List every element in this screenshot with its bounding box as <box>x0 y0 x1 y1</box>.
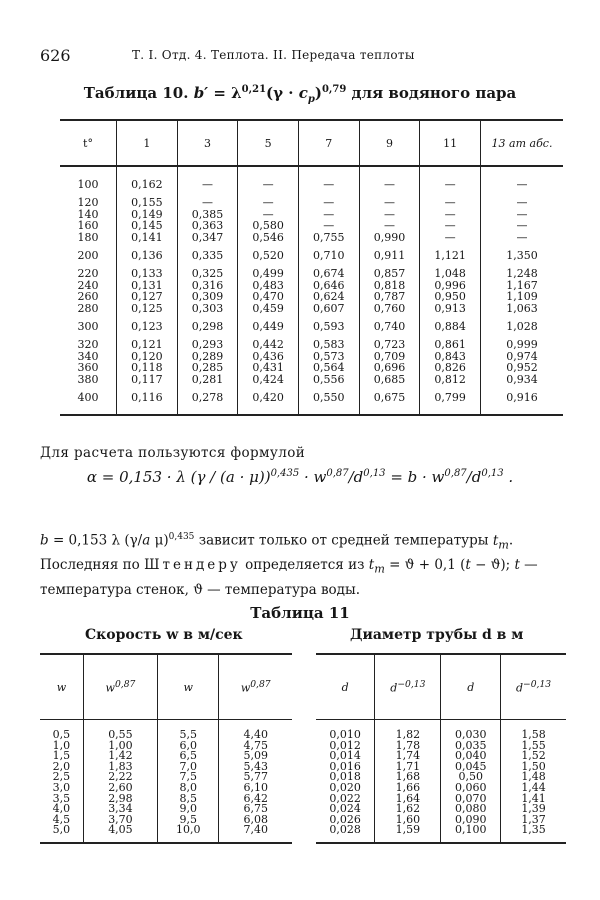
table10-col-header: 9 <box>359 120 420 166</box>
table-cell: 260 <box>77 290 99 304</box>
table-cell: 1,167 <box>481 280 564 292</box>
table-cell: 3,0 <box>52 780 71 794</box>
table-cell: 0,861 <box>420 333 481 351</box>
diameter-heading: Диаметр трубы d в м <box>350 627 524 643</box>
table-cell: 5,0 <box>52 823 71 837</box>
table-cell: 400 <box>77 390 99 404</box>
table-cell: 160 <box>77 219 99 233</box>
table-cell: 1,71 <box>375 762 441 773</box>
table-cell: 0,952 <box>481 362 564 374</box>
main-formula: α = 0,153 · λ $(\gamma / (a \cdot \mu))^{0,435} \cdot w^{0,87}/d^{0,13} = b \cdot w^{0,87}/d^{0,13}$ . <box>86 468 514 486</box>
table-cell: 2,5 <box>52 770 71 784</box>
table-row <box>60 191 563 209</box>
table-cell: 0,420 <box>238 386 299 415</box>
table-row <box>60 386 563 415</box>
col-d-pow: $d^{-0,13}$ <box>375 654 441 720</box>
speed-table <box>40 653 292 844</box>
table-cell: 0,520 <box>238 244 299 262</box>
running-title: Т. I. Отд. 4. Теплота. II. Передача теплоты <box>132 48 415 62</box>
table-cell: 0,449 <box>238 315 299 333</box>
table-cell: 0,709 <box>359 351 420 363</box>
table-cell: 0,060 <box>441 783 501 794</box>
table-cell: 1,52 <box>501 751 566 762</box>
para-part1: зависит только от средней температуры <box>198 532 489 549</box>
table-cell: 0,580 <box>238 220 299 232</box>
explanation-paragraph: b = 0,153 λ (γ/a μ)$^{0,435}$ зависит только от средней температуры $t_m$. Последняя по Штендеру определяется из $t_m = ϑ + 0,1$ (t − ϑ); t — температура стенок, ϑ — температура воды. <box>40 532 538 598</box>
table-cell: 0,884 <box>420 315 481 333</box>
table-cell: — <box>420 232 481 244</box>
para-part3: определяется из <box>245 557 365 574</box>
table-cell: 0,133 <box>117 262 178 280</box>
table-cell: 0,012 <box>329 738 361 752</box>
table-cell: 0,309 <box>177 291 238 303</box>
table-cell: 0,950 <box>420 291 481 303</box>
table-cell: 1,028 <box>481 315 564 333</box>
table-cell: — <box>481 166 564 191</box>
table-cell: 2,0 <box>52 759 71 773</box>
table-cell: 0,818 <box>359 280 420 292</box>
table-cell: — <box>359 191 420 209</box>
table-cell: — <box>481 232 564 244</box>
table-cell: 10,0 <box>158 825 219 843</box>
table-cell: 0,125 <box>117 303 178 315</box>
table-cell: 5,09 <box>219 751 292 762</box>
table10-title: Таблица 10. $b' = \lambda^{0,21}(\gamma \cdot c_p)^{0,79}$ для водяного пара <box>83 84 517 105</box>
table10-body <box>60 166 563 415</box>
table-cell: 1,44 <box>501 783 566 794</box>
table-cell: 1,5 <box>52 749 71 763</box>
table-row <box>40 720 292 741</box>
table-cell: 1,35 <box>501 825 566 843</box>
table-cell: — <box>359 166 420 191</box>
table-cell: 5,77 <box>219 772 292 783</box>
table-cell: 1,48 <box>501 772 566 783</box>
table-cell: 0,363 <box>177 220 238 232</box>
table-cell: 1,60 <box>375 815 441 826</box>
table-cell: 0,121 <box>117 333 178 351</box>
table-cell: 0,116 <box>117 386 178 415</box>
table-cell: 0,999 <box>481 333 564 351</box>
table-cell: 0,911 <box>359 244 420 262</box>
table-cell: 0,826 <box>420 362 481 374</box>
table-cell: 100 <box>77 178 99 191</box>
table-cell: 0,303 <box>177 303 238 315</box>
table10-col-header: 3 <box>177 120 238 166</box>
table-cell: 1,59 <box>375 825 441 843</box>
table-cell: 1,82 <box>375 720 441 741</box>
table-cell: 1,50 <box>501 762 566 773</box>
para-part2: Последняя по <box>40 557 140 574</box>
table-cell: 1,39 <box>501 804 566 815</box>
page-number: 626 <box>40 46 71 65</box>
table-cell: 0,431 <box>238 362 299 374</box>
table-cell: 1,063 <box>481 303 564 315</box>
col-w-pow2: $w^{0,87}$ <box>219 654 292 720</box>
table-row <box>60 315 563 333</box>
table-cell: 7,40 <box>219 825 292 843</box>
table-cell: 0,010 <box>329 728 361 741</box>
table-cell: 0,50 <box>441 772 501 783</box>
table-cell: 0,646 <box>298 280 359 292</box>
table-cell: — <box>177 166 238 191</box>
table-cell: 4,40 <box>219 720 292 741</box>
table-cell: — <box>420 191 481 209</box>
table-cell: 0,812 <box>420 374 481 386</box>
table-cell: 0,470 <box>238 291 299 303</box>
page-header <box>40 46 560 68</box>
diameter-table-header <box>316 654 566 720</box>
table-cell: 0,442 <box>238 333 299 351</box>
table-cell: 0,070 <box>441 794 501 805</box>
table-cell: 0,593 <box>298 315 359 333</box>
col-d2: d <box>441 654 501 720</box>
table-cell: 120 <box>77 195 99 209</box>
table-cell: 6,0 <box>158 741 219 752</box>
table-cell: 1,55 <box>501 741 566 752</box>
table-cell: 0,289 <box>177 351 238 363</box>
table-cell: 1,64 <box>375 794 441 805</box>
table10-title-suffix: для водяного пара <box>351 84 517 102</box>
table-cell: 7,0 <box>158 762 219 773</box>
table-cell: 0,564 <box>298 362 359 374</box>
table-cell: 0,045 <box>441 762 501 773</box>
table-cell: 0,040 <box>441 751 501 762</box>
table-cell: 0,799 <box>420 386 481 415</box>
table-cell: — <box>238 209 299 221</box>
table10-col-header: 11 <box>420 120 481 166</box>
table-cell: 1,42 <box>83 751 157 762</box>
table-cell: 0,755 <box>298 232 359 244</box>
col-d: d <box>316 654 375 720</box>
table-cell: 0,100 <box>441 825 501 843</box>
table-cell: 0,934 <box>481 374 564 386</box>
table-cell: 0,624 <box>298 291 359 303</box>
table-cell: 0,136 <box>117 244 178 262</box>
table10-col-header: 5 <box>238 120 299 166</box>
table-cell: 6,10 <box>219 783 292 794</box>
table-cell: 0,990 <box>359 232 420 244</box>
table-cell: 0,145 <box>117 220 178 232</box>
speed-table-body <box>40 720 292 843</box>
table-row <box>60 374 563 386</box>
table-cell: 0,018 <box>329 770 361 784</box>
table-cell: — <box>298 209 359 221</box>
table-cell: 0,162 <box>117 166 178 191</box>
table10-col-header: 1 <box>117 120 178 166</box>
table-row <box>60 232 563 244</box>
speed-table-header <box>40 654 292 720</box>
table-cell: 0,916 <box>481 386 564 415</box>
table-cell: 0,499 <box>238 262 299 280</box>
table-cell: 0,740 <box>359 315 420 333</box>
table-row <box>40 825 292 843</box>
table-cell: 0,5 <box>52 728 71 741</box>
table-cell: 0,696 <box>359 362 420 374</box>
table-cell: 0,090 <box>441 815 501 826</box>
table-cell: 0,857 <box>359 262 420 280</box>
table-cell: 2,98 <box>83 794 157 805</box>
table-cell: 340 <box>77 349 99 363</box>
table-cell: 0,710 <box>298 244 359 262</box>
table10-col-header: t° <box>60 120 117 166</box>
table-cell: 1,41 <box>501 794 566 805</box>
table-cell: 0,760 <box>359 303 420 315</box>
table-cell: 1,00 <box>83 741 157 752</box>
table-cell: 0,556 <box>298 374 359 386</box>
table11-title: Таблица 11 <box>250 604 350 622</box>
table-cell: 0,127 <box>117 291 178 303</box>
table-cell: 0,583 <box>298 333 359 351</box>
table-cell: 0,974 <box>481 351 564 363</box>
table-cell: 4,05 <box>83 825 157 843</box>
table-cell: 0,316 <box>177 280 238 292</box>
table-cell: 1,68 <box>375 772 441 783</box>
table-cell: 0,281 <box>177 374 238 386</box>
table-cell: 0,035 <box>441 741 501 752</box>
table-cell: 240 <box>77 278 99 292</box>
table-row <box>60 262 563 280</box>
para-name: Штендеру <box>144 557 241 574</box>
table-row <box>316 825 566 843</box>
table-cell: 0,347 <box>177 232 238 244</box>
table-cell: 300 <box>77 319 99 333</box>
table-cell: 9,0 <box>158 804 219 815</box>
table-cell: 2,60 <box>83 783 157 794</box>
table-cell: 0,674 <box>298 262 359 280</box>
table-cell: 9,5 <box>158 815 219 826</box>
table-cell: 0,573 <box>298 351 359 363</box>
table10-col-header: 7 <box>298 120 359 166</box>
table-cell: 200 <box>77 248 99 262</box>
table-cell: 380 <box>77 373 99 387</box>
table-cell: 0,483 <box>238 280 299 292</box>
table-cell: 3,5 <box>52 791 71 805</box>
speed-heading: Скорость w в м/сек <box>85 627 243 643</box>
col-w2: w <box>158 654 219 720</box>
table-cell: 0,118 <box>117 362 178 374</box>
table-cell: 0,026 <box>329 812 361 826</box>
table-cell: 1,83 <box>83 762 157 773</box>
table-cell: 6,5 <box>158 751 219 762</box>
table-cell: 1,62 <box>375 804 441 815</box>
table-cell: 4,0 <box>52 802 71 816</box>
table-cell: — <box>359 209 420 221</box>
table-cell: 0,546 <box>238 232 299 244</box>
table-cell: 1,248 <box>481 262 564 280</box>
table-cell: — <box>481 209 564 221</box>
table-cell: 320 <box>77 337 99 351</box>
table-cell: 1,048 <box>420 262 481 280</box>
table-row <box>60 244 563 262</box>
table-row <box>60 303 563 315</box>
table-cell: 0,131 <box>117 280 178 292</box>
table-cell: 0,155 <box>117 191 178 209</box>
table-cell: 8,5 <box>158 794 219 805</box>
table-cell: 3,70 <box>83 815 157 826</box>
table-cell: 0,913 <box>420 303 481 315</box>
table-cell: 1,0 <box>52 738 71 752</box>
table10-title-prefix: Таблица 10. <box>83 84 189 102</box>
table-cell: 7,5 <box>158 772 219 783</box>
table-cell: 2,22 <box>83 772 157 783</box>
table-cell: — <box>481 191 564 209</box>
table-cell: 6,42 <box>219 794 292 805</box>
table-cell: 1,121 <box>420 244 481 262</box>
intro-text: Для расчета пользуются формулой <box>40 445 306 461</box>
table-cell: 5,43 <box>219 762 292 773</box>
table-cell: 0,149 <box>117 209 178 221</box>
table-cell: 1,58 <box>501 720 566 741</box>
col-d-pow2: $d^{-0,13}$ <box>501 654 566 720</box>
table-cell: 280 <box>77 302 99 316</box>
table-cell: 6,75 <box>219 804 292 815</box>
table-cell: 0,016 <box>329 759 361 773</box>
table-cell: 1,350 <box>481 244 564 262</box>
table-cell: 140 <box>77 207 99 221</box>
table-cell: 0,020 <box>329 780 361 794</box>
diameter-table-body <box>316 720 566 843</box>
table10-col-header: 13 ат абс. <box>481 120 564 166</box>
table-cell: 0,55 <box>83 720 157 741</box>
table-cell: 5,5 <box>158 720 219 741</box>
table-cell: — <box>298 166 359 191</box>
table-cell: — <box>420 220 481 232</box>
table-cell: 4,5 <box>52 812 71 826</box>
table-cell: 0,285 <box>177 362 238 374</box>
table-cell: 0,385 <box>177 209 238 221</box>
table-cell: 0,293 <box>177 333 238 351</box>
table-cell: 220 <box>77 266 99 280</box>
table-cell: 6,08 <box>219 815 292 826</box>
table-cell: 1,78 <box>375 741 441 752</box>
table-row <box>60 166 563 191</box>
table-cell: 0,550 <box>298 386 359 415</box>
table-cell: 0,787 <box>359 291 420 303</box>
table-cell: 0,014 <box>329 749 361 763</box>
table-cell: — <box>177 191 238 209</box>
para-part4: температура стенок, ϑ — температура воды. <box>40 581 361 598</box>
table-cell: 0,723 <box>359 333 420 351</box>
table-cell: 0,436 <box>238 351 299 363</box>
table-cell: — <box>420 209 481 221</box>
table-cell: 1,66 <box>375 783 441 794</box>
table-cell: 0,117 <box>117 374 178 386</box>
table-cell: — <box>420 166 481 191</box>
table-cell: 0,030 <box>441 720 501 741</box>
table-cell: 3,34 <box>83 804 157 815</box>
table-cell: — <box>359 220 420 232</box>
table-cell: 0,685 <box>359 374 420 386</box>
table-cell: — <box>481 220 564 232</box>
table-cell: 0,022 <box>329 791 361 805</box>
table-cell: 0,120 <box>117 351 178 363</box>
table-cell: 0,335 <box>177 244 238 262</box>
table-cell: 0,028 <box>329 823 361 837</box>
table-row <box>60 333 563 351</box>
diameter-table <box>316 653 566 844</box>
table-cell: 0,843 <box>420 351 481 363</box>
table-cell: 0,996 <box>420 280 481 292</box>
table-cell: 0,459 <box>238 303 299 315</box>
table-cell: 0,080 <box>441 804 501 815</box>
table-cell: 0,278 <box>177 386 238 415</box>
table-cell: — <box>238 191 299 209</box>
table-row <box>316 720 566 741</box>
table-cell: 1,109 <box>481 291 564 303</box>
col-w-pow: $w^{0,87}$ <box>83 654 157 720</box>
table-cell: 1,37 <box>501 815 566 826</box>
table-cell: — <box>298 191 359 209</box>
table-cell: 0,424 <box>238 374 299 386</box>
col-w: w <box>40 654 83 720</box>
table-cell: 1,74 <box>375 751 441 762</box>
table-cell: 0,123 <box>117 315 178 333</box>
table-cell: 0,141 <box>117 232 178 244</box>
table-cell: — <box>238 166 299 191</box>
table-cell: 8,0 <box>158 783 219 794</box>
table-cell: 360 <box>77 361 99 375</box>
table10 <box>60 119 563 416</box>
table-cell: 0,298 <box>177 315 238 333</box>
table-cell: 0,325 <box>177 262 238 280</box>
table-cell: 0,675 <box>359 386 420 415</box>
table-cell: — <box>298 220 359 232</box>
table-cell: 0,024 <box>329 802 361 816</box>
table-cell: 0,607 <box>298 303 359 315</box>
table-cell: 4,75 <box>219 741 292 752</box>
table10-header-row <box>60 120 563 166</box>
table-cell: 180 <box>77 231 99 245</box>
